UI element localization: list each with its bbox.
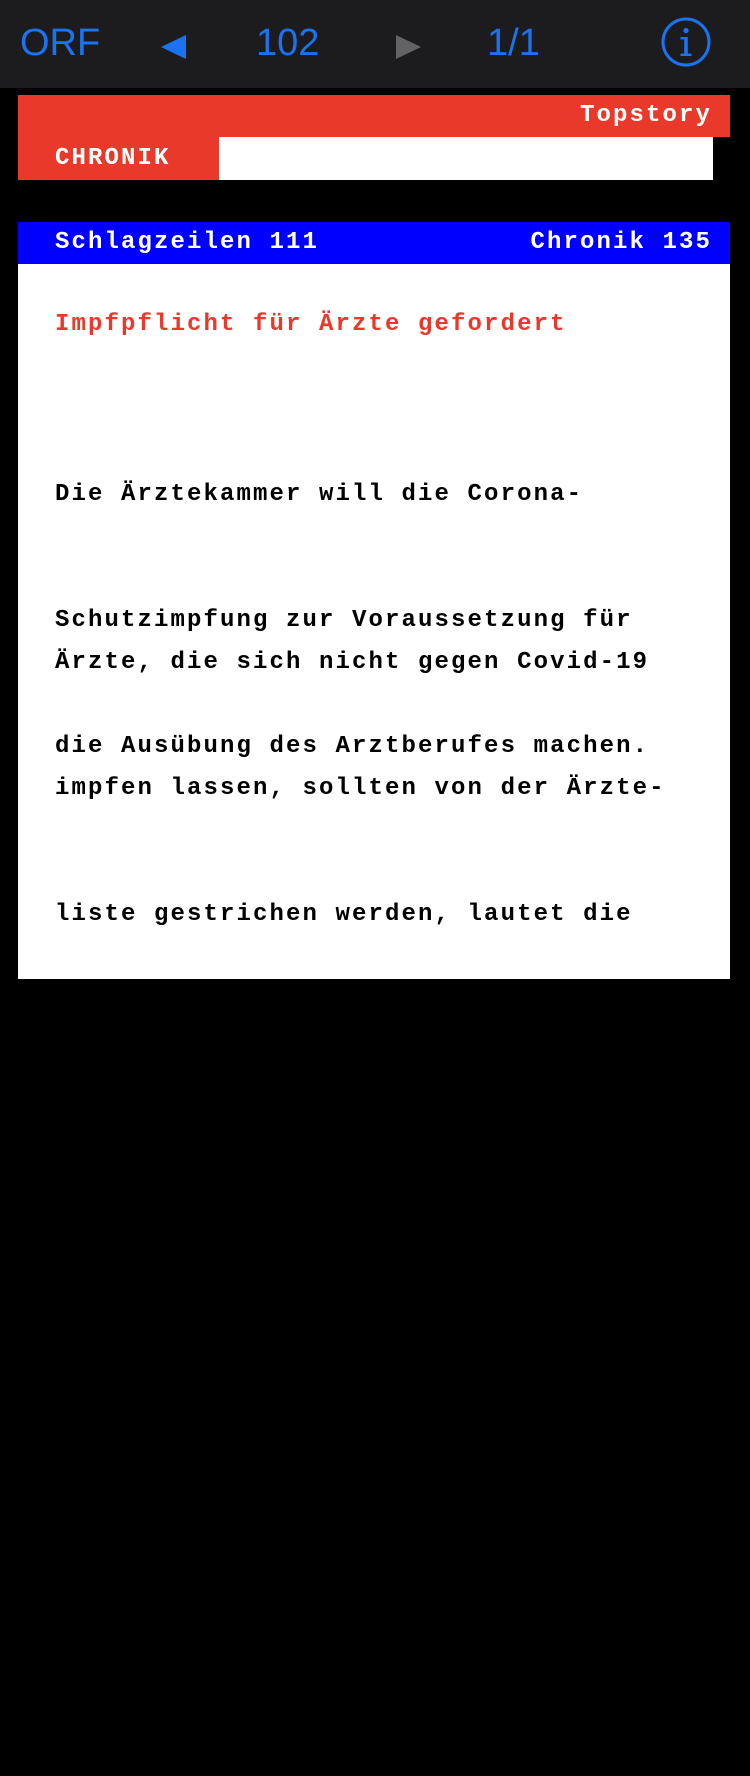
chronik-link[interactable]: Chronik 135 [530,229,712,256]
paragraph-line: Die gesetzlichen Grundlagen sollten [55,1153,633,1180]
paragraph-line: pflicht in Österreich geschaffen [55,1405,584,1432]
next-page-button[interactable] [394,28,424,71]
subpage-indicator[interactable]: 1/1 [487,22,540,64]
article-paragraph-2 [55,558,666,1776]
paragraph-line: die Ausübung des Arztberufes machen. [55,733,650,760]
triangle-left-icon [158,33,188,61]
orf-brand-button[interactable]: ORF [20,22,101,64]
paragraph-line: Forderung des Ärztekammer-Vorstands. [55,1027,650,1054]
schlagzeilen-link[interactable]: Schlagzeilen 111 [55,229,320,256]
triangle-right-icon [394,33,424,61]
paragraph-line: Schutzimpfung zur Voraussetzung für [55,607,633,634]
info-circle-icon [661,17,711,67]
section-label: CHRONIK [55,145,171,172]
paragraph-line: spätestens mit dem Start der Impf- [55,1279,617,1306]
app-toolbar [0,0,750,88]
paragraph-line: einer Aussendung von der Regierung. [55,1657,633,1684]
topstory-bar [18,95,730,137]
paragraph-line: Die Ärztekammer will die Corona- [55,481,584,508]
toolbar-divider [0,88,750,94]
paragraph-line: impfen lassen, sollten von der Ärzte- [55,775,666,802]
info-button[interactable] [661,17,711,67]
paragraph-line: liste gestrichen werden, lautet die [55,901,633,928]
page-number-field[interactable]: 102 [256,22,320,64]
paragraph-line: sein, fordert die Ärztekammer in [55,1531,584,1558]
header-white-strip [219,137,713,180]
article-headline: Impfpflicht für Ärzte gefordert [55,311,567,338]
article-content [18,264,730,1684]
previous-page-button[interactable] [158,28,188,71]
paragraph-line: Ärzte, die sich nicht gegen Covid-19 [55,649,650,676]
topstory-label[interactable]: Topstory [579,102,712,129]
navigation-bar [18,222,730,264]
section-bar [18,137,219,180]
